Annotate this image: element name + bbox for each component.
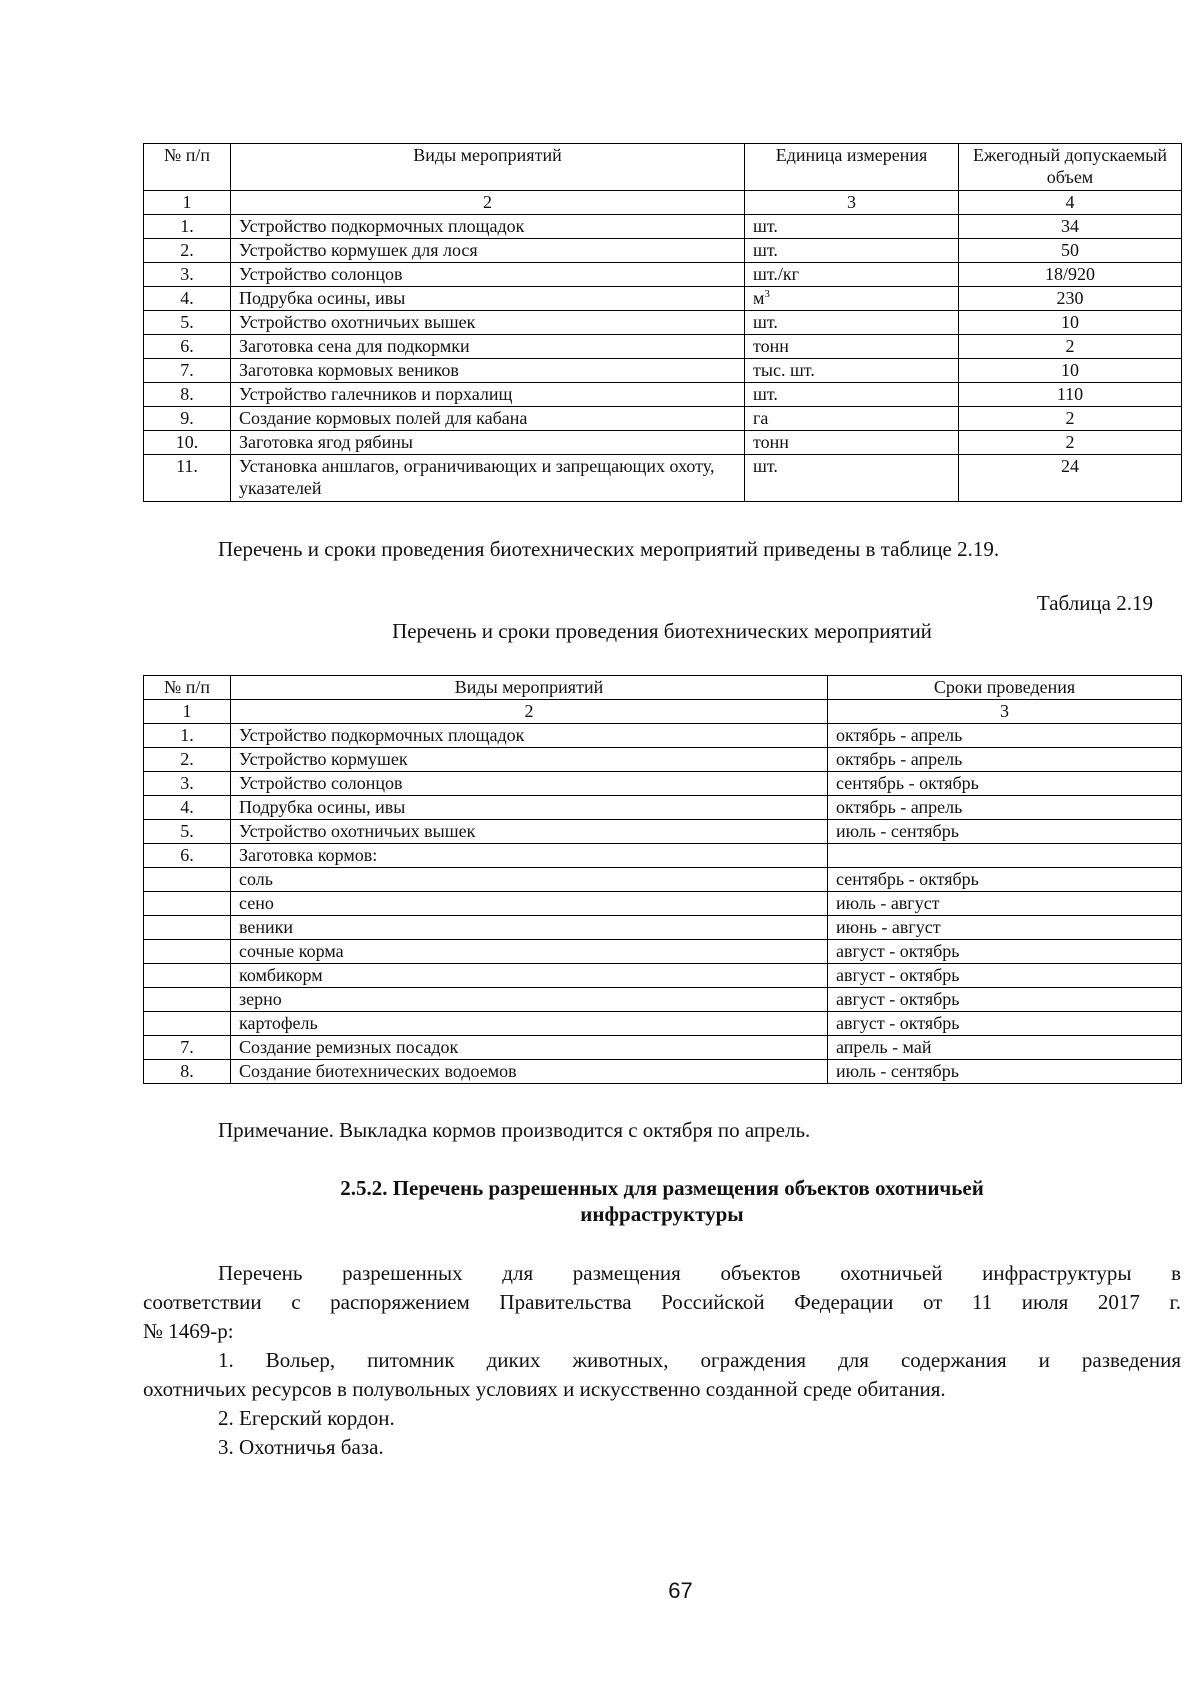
table-header-row (144, 144, 1182, 191)
row-number: 1. (144, 724, 231, 748)
row-number: 11. (144, 455, 231, 502)
row-number: 9. (144, 407, 231, 431)
measure-name: веники (231, 916, 828, 940)
measure-name: сочные корма (231, 940, 828, 964)
page-number: 67 (668, 1578, 693, 1603)
intro-paragraph: Перечень и сроки проведения биотехнических мероприятий приведены в таблице 2.19. (218, 537, 1000, 561)
period (828, 844, 1182, 868)
period: июль - сентябрь (828, 820, 1182, 844)
table-row (144, 748, 1182, 772)
measure-name: Устройство подкормочных площадок (231, 724, 828, 748)
list-item: 2. Егерский кордон. (218, 1406, 395, 1430)
table-row (144, 796, 1182, 820)
table-row (144, 892, 1182, 916)
measure-name: Устройство подкормочных площадок (231, 215, 745, 239)
period: октябрь - апрель (828, 748, 1182, 772)
table-row (144, 359, 1182, 383)
row-number (144, 964, 231, 988)
table-row (144, 964, 1182, 988)
measure-name: Устройство охотничьих вышек (231, 311, 745, 335)
volume: 18/920 (959, 263, 1182, 287)
measure-name: Устройство солонцов (231, 263, 745, 287)
unit: шт. (745, 239, 959, 263)
unit: шт. (745, 215, 959, 239)
row-number: 7. (144, 359, 231, 383)
note-paragraph: Примечание. Выкладка кормов производится с октября по апрель. (218, 1118, 811, 1142)
measure-name: комбикорм (231, 964, 828, 988)
unit: шт. (745, 311, 959, 335)
table-row (144, 916, 1182, 940)
volume: 110 (959, 383, 1182, 407)
paragraph-line: Перечень разрешенных для размещения объектов охотничьей инфраструктуры в (218, 1261, 1181, 1285)
volume: 24 (959, 455, 1182, 502)
table-row (144, 1012, 1182, 1036)
measures-volume-table (143, 143, 1182, 502)
row-number: 3. (144, 263, 231, 287)
measure-name: Создание биотехнических водоемов (231, 1060, 828, 1084)
volume: 10 (959, 359, 1182, 383)
section-heading-line2: инфраструктуры (580, 1202, 744, 1226)
period: июль - сентябрь (828, 1060, 1182, 1084)
list-item: 3. Охотничья база. (218, 1435, 384, 1459)
period: июнь - август (828, 916, 1182, 940)
measure-name: Устройство галечников и порхалищ (231, 383, 745, 407)
measures-schedule-table (143, 675, 1182, 1084)
measure-name: Подрубка осины, ивы (231, 287, 745, 311)
period: август - октябрь (828, 964, 1182, 988)
column-number-row (144, 700, 1182, 724)
header-cell: Виды мероприятий (231, 144, 745, 191)
row-number: 2. (144, 748, 231, 772)
row-number (144, 916, 231, 940)
table-row (144, 431, 1182, 455)
volume: 50 (959, 239, 1182, 263)
measure-name: Заготовка сена для подкормки (231, 335, 745, 359)
volume: 2 (959, 335, 1182, 359)
row-number: 5. (144, 311, 231, 335)
volume: 34 (959, 215, 1182, 239)
measure-name: Устройство кормушек для лося (231, 239, 745, 263)
measure-name: Заготовка ягод рябины (231, 431, 745, 455)
row-number (144, 988, 231, 1012)
measure-name: Устройство кормушек (231, 748, 828, 772)
row-number (144, 1012, 231, 1036)
table-row (144, 239, 1182, 263)
table-row (144, 383, 1182, 407)
table-row (144, 311, 1182, 335)
period: октябрь - апрель (828, 724, 1182, 748)
measure-name: Устройство солонцов (231, 772, 828, 796)
paragraph-line: соответствии с распоряжением Правительства Российской Федерации от 11 июля 2017 г. (143, 1290, 1181, 1314)
measure-name: Установка аншлагов, ограничивающих и запрещающих охоту, указателей (231, 455, 745, 502)
table-row (144, 724, 1182, 748)
table-row (144, 335, 1182, 359)
column-number-row (144, 191, 1182, 215)
measure-name: Заготовка кормовых веников (231, 359, 745, 383)
table-row (144, 868, 1182, 892)
unit: га (745, 407, 959, 431)
measure-name: Подрубка осины, ивы (231, 796, 828, 820)
unit: шт./кг (745, 263, 959, 287)
row-number: 6. (144, 844, 231, 868)
measure-name: Создание кормовых полей для кабана (231, 407, 745, 431)
row-number (144, 868, 231, 892)
measure-name: Создание ремизных посадок (231, 1036, 828, 1060)
row-number: 8. (144, 383, 231, 407)
table-header-row (144, 676, 1182, 700)
column-number-cell: 4 (959, 191, 1182, 215)
unit: шт. (745, 383, 959, 407)
measure-name: Устройство охотничьих вышек (231, 820, 828, 844)
table-row (144, 1036, 1182, 1060)
period: сентябрь - октябрь (828, 772, 1182, 796)
paragraph-line: № 1469-р: (143, 1319, 234, 1343)
table-row (144, 940, 1182, 964)
header-cell: № п/п (144, 676, 231, 700)
column-number-cell: 2 (231, 700, 828, 724)
measure-name: зерно (231, 988, 828, 1012)
table-label: Таблица 2.19 (1036, 591, 1153, 615)
header-cell: Сроки проведения (828, 676, 1182, 700)
row-number (144, 940, 231, 964)
column-number-cell: 2 (231, 191, 745, 215)
column-number-cell: 1 (144, 191, 231, 215)
row-number: 2. (144, 239, 231, 263)
unit-cell (745, 287, 959, 311)
period: август - октябрь (828, 1012, 1182, 1036)
section-heading-line1: 2.5.2. Перечень разрешенных для размещения объектов охотничьей (340, 1176, 984, 1200)
column-number-cell: 3 (745, 191, 959, 215)
measure-name: картофель (231, 1012, 828, 1036)
measure-name: сено (231, 892, 828, 916)
row-number: 3. (144, 772, 231, 796)
period: сентябрь - октябрь (828, 868, 1182, 892)
volume: 2 (959, 407, 1182, 431)
row-number: 5. (144, 820, 231, 844)
unit: тыс. шт. (745, 359, 959, 383)
period: октябрь - апрель (828, 796, 1182, 820)
row-number: 1. (144, 215, 231, 239)
table-title: Перечень и сроки проведения биотехнических мероприятий (392, 619, 932, 643)
period: апрель - май (828, 1036, 1182, 1060)
volume: 2 (959, 431, 1182, 455)
period: июль - август (828, 892, 1182, 916)
row-number: 10. (144, 431, 231, 455)
unit: м (753, 288, 765, 308)
volume: 10 (959, 311, 1182, 335)
table-row (144, 215, 1182, 239)
row-number: 4. (144, 287, 231, 311)
row-number: 4. (144, 796, 231, 820)
header-cell: № п/п (144, 144, 231, 191)
column-number-cell: 3 (828, 700, 1182, 724)
table-row (144, 455, 1182, 502)
unit: шт. (745, 455, 959, 502)
header-cell: Единица измерения (745, 144, 959, 191)
row-number: 7. (144, 1036, 231, 1060)
unit-superscript: 3 (764, 288, 770, 300)
table-row (144, 844, 1182, 868)
table-row (144, 263, 1182, 287)
list-item-line: охотничьих ресурсов в полувольных условиях и искусственно созданной среде обитания. (143, 1377, 946, 1401)
measure-name: Заготовка кормов: (231, 844, 828, 868)
table-row (144, 407, 1182, 431)
unit: тонн (745, 431, 959, 455)
header-cell: Ежегодный допускаемый объем (959, 144, 1182, 191)
unit: тонн (745, 335, 959, 359)
header-cell: Виды мероприятий (231, 676, 828, 700)
period: август - октябрь (828, 940, 1182, 964)
row-number: 8. (144, 1060, 231, 1084)
measure-name: соль (231, 868, 828, 892)
table-row (144, 820, 1182, 844)
table-row (144, 988, 1182, 1012)
list-item-line: 1. Вольер, питомник диких животных, ограждения для содержания и разведения (218, 1348, 1181, 1372)
period: август - октябрь (828, 988, 1182, 1012)
table-row (144, 772, 1182, 796)
row-number (144, 892, 231, 916)
volume: 230 (959, 287, 1182, 311)
table-row (144, 287, 1182, 311)
row-number: 6. (144, 335, 231, 359)
table-row (144, 1060, 1182, 1084)
column-number-cell: 1 (144, 700, 231, 724)
